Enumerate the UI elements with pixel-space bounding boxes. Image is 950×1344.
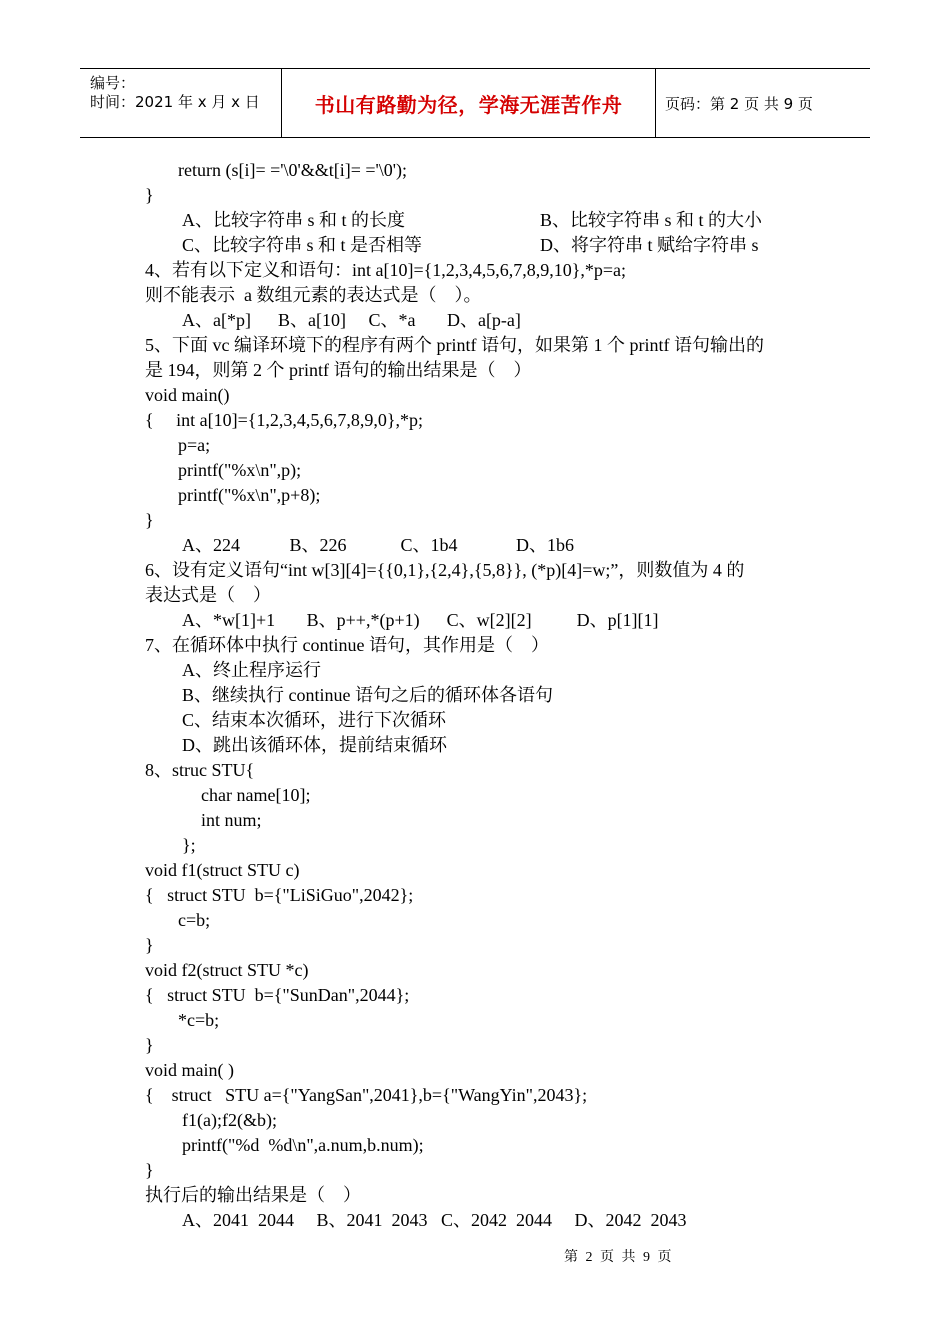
code-line: p=a; [178,435,211,455]
motto: 书山有路勤为径，学海无涯苦作舟 [314,92,623,117]
code-line: { int a[10]={1,2,3,4,5,6,7,8,9,0},*p; [145,410,424,430]
footer-page-number: 第 2 页 共 9 页 [564,1250,674,1265]
number-label: 编号： [90,74,136,92]
options-row: A、*w[1]+1 B、p++,*(p+1) C、w[2][2] D、p[1][1] [182,610,659,630]
date-label: 时间：2021 年 x 月 x 日 [90,93,260,111]
header-meta [80,69,281,137]
code-line: { struct STU a={"YangSan",2041},b={"WangYin",2043}; [145,1085,588,1105]
question-text: 6、设有定义语句“int w[3][4]={{0,1},{2,4},{5,8}}, (*p)[4]=w;”，则数值为 4 的 [145,560,745,580]
code-line: { struct STU b={"LiSiGuo",2042}; [145,885,414,905]
question-text: 表达式是（ ） [145,585,271,605]
code-line: c=b; [178,910,211,930]
options-row: A、2041 2044 B、2041 2043 C、2042 2044 D、2042 2043 [182,1210,687,1230]
code-line: f1(a);f2(&b); [182,1110,277,1130]
question-text: 5、下面 vc 编译环境下的程序有两个 printf 语句，如果第 1 个 printf 语句输出的 [145,335,764,355]
option-b: B、比较字符串 s 和 t 的大小 [540,210,763,230]
code-line: void main( ) [145,1060,234,1080]
question-text: 则不能表示 a 数组元素的表达式是（ ）。 [145,285,482,305]
code-line: void f2(struct STU *c) [145,960,309,980]
option-a: A、比较字符串 s 和 t 的长度 [182,210,406,230]
header-motto-cell [281,69,656,137]
page-header [80,68,870,138]
option-c: C、比较字符串 s 和 t 是否相等 [182,235,423,255]
code-line: *c=b; [178,1010,220,1030]
code-line: } [145,185,154,205]
code-line: printf("%x\n",p); [178,460,302,480]
question-text: 执行后的输出结果是（ ） [145,1185,361,1205]
question-text: 4、若有以下定义和语句：int a[10]={1,2,3,4,5,6,7,8,9,10},*p=a; [145,260,627,280]
options-row: A、224 B、226 C、1b4 D、1b6 [182,535,575,555]
option-d: D、将字符串 t 赋给字符串 s [540,235,759,255]
code-line: void main() [145,385,230,405]
code-line: { struct STU b={"SunDan",2044}; [145,985,410,1005]
option-c: C、结束本次循环，进行下次循环 [182,710,447,730]
question-text: 7、在循环体中执行 continue 语句，其作用是（ ） [145,635,549,655]
option-a: A、终止程序运行 [182,660,321,680]
code-line: void f1(struct STU c) [145,860,300,880]
question-text: 是 194，则第 2 个 printf 语句的输出结果是（ ） [145,360,532,380]
question-text: 8、struc STU{ [145,760,255,780]
code-line: } [145,510,154,530]
code-line: char name[10]; [201,785,311,805]
code-line: } [145,935,154,955]
option-b: B、继续执行 continue 语句之后的循环体各语句 [182,685,553,705]
code-line: }; [182,835,196,855]
code-line: return (s[i]= ='\0'&&t[i]= ='\0'); [178,160,408,180]
code-line: } [145,1160,154,1180]
code-line: int num; [201,810,262,830]
code-line: printf("%x\n",p+8); [178,485,321,505]
code-line: printf("%d %d\n",a.num,b.num); [182,1135,424,1155]
code-line: } [145,1035,154,1055]
page-info: 页码：第 2 页 共 9 页 [665,94,813,113]
options-row: A、a[*p] B、a[10] C、*a D、a[p-a] [182,310,521,330]
option-d: D、跳出该循环体，提前结束循环 [182,735,447,755]
